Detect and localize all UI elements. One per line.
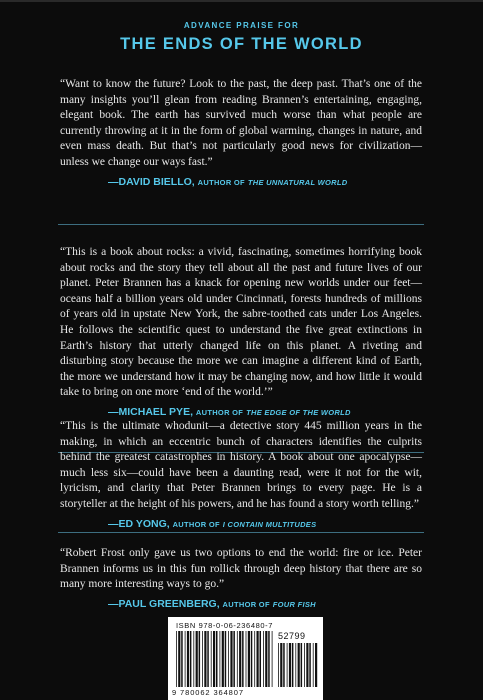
barcode-bar (246, 631, 247, 687)
top-edge (0, 0, 483, 2)
praise-header (0, 20, 483, 55)
barcode-bar (207, 631, 209, 687)
blurb-author: —PAUL GREENBERG, (108, 597, 220, 610)
blurb-greenberg (60, 546, 422, 612)
barcode-bar (287, 643, 288, 687)
barcode-bar (185, 631, 186, 687)
price-code: 52799 (278, 631, 306, 641)
barcode-bar (190, 631, 192, 687)
barcode-bar (268, 631, 270, 687)
barcode-bar (306, 643, 308, 687)
blurb-quote: “This is a book about rocks: a vivid, fascinating, sometimes horrifying book about rocks and the story they tell about all the past and future lives of our planet. Peter Brannen has a knack for opening new worlds under our feet—oceans half a billion years old under Cincinnati, forests hundreds of millions of years old in upstate New York, the sabre-toothed cats under Los Angeles. He follows the scientific quest to understand the five great extinctions in Earth’s history that utterly changed life on this planet. A riveting and disturbing story because the more we can imagine a different kind of Earth, the more we understand how it may be changing now, and how little it would take to bring on one more ‘end of the world.’” (60, 246, 422, 399)
barcode-bar (220, 631, 221, 687)
barcode-bar (260, 631, 262, 687)
barcode-bar (265, 631, 267, 687)
isbn-label: ISBN 978-0-06-236480-7 (176, 621, 274, 630)
barcode-bar (228, 631, 229, 687)
blurb-author: —ED YONG, (108, 517, 170, 530)
blurb-book: THE EDGE OF THE WORLD (246, 407, 351, 417)
blurb-author: —DAVID BIELLO, (108, 175, 195, 188)
barcode-bar (178, 631, 180, 687)
blurb-author-of: AUTHOR OF (172, 519, 220, 529)
barcode-bar (225, 631, 227, 687)
barcode-bar (283, 643, 285, 687)
barcode-bar (289, 643, 291, 687)
barcode-bar (295, 643, 296, 687)
barcode-bar (239, 631, 241, 687)
barcode-digits: 9 780062 364807 (172, 688, 244, 697)
barcode-bar (257, 631, 259, 687)
barcode-bar (193, 631, 194, 687)
barcode-bar (301, 643, 303, 687)
barcode-bar (181, 631, 183, 687)
barcode-bars-main (176, 631, 274, 687)
barcode-bar (222, 631, 224, 687)
barcode-bar (298, 643, 300, 687)
blurb-book: THE UNNATURAL WORLD (247, 177, 348, 187)
blurb-author: —MICHAEL PYE, (108, 405, 193, 418)
barcode-bar (251, 631, 253, 687)
blurb-attribution (60, 405, 422, 420)
barcode-bar (278, 643, 279, 687)
section-divider (58, 224, 424, 225)
barcode-bar (204, 631, 206, 687)
blurb-quote: “Robert Frost only gave us two options to end the world: fire or ice. Peter Brannen informs us in this fun rollick through deep history that there are so many more interesting ways to go.” (60, 547, 422, 591)
barcode-bar (187, 631, 189, 687)
barcode-bar (230, 631, 232, 687)
barcode-bar (199, 631, 201, 687)
barcode-bar (263, 631, 264, 687)
isbn-barcode (168, 617, 323, 700)
blurb-author-of: AUTHOR OF (222, 599, 270, 609)
barcode-bar (176, 631, 177, 687)
blurb-book: FOUR FISH (272, 599, 316, 609)
barcode-bar (211, 631, 212, 687)
blurb-attribution (60, 597, 422, 612)
barcode-bar (216, 631, 218, 687)
barcode-bar (242, 631, 244, 687)
blurb-quote: “This is the ultimate whodunit—a detective story 445 million years in the making, in which an eccentric bunch of characters identifies the culprits behind the greatest catastrophes in history. A book about one apocalypse—much less six—could have been a daunting read, were it not for the wit, lyricism, and clarity that Peter Brannen brings to every page. He is a storyteller at the height of his powers, and he has found a story worth telling.” (60, 420, 422, 510)
barcode-bar (309, 643, 311, 687)
barcode-bar (202, 631, 203, 687)
praise-kicker: ADVANCE PRAISE FOR (183, 21, 300, 30)
barcode-bars-addon (278, 643, 318, 687)
blurb-pye (60, 245, 422, 420)
blurb-book: I CONTAIN MULTITUDES (222, 519, 317, 529)
barcode-bar (315, 643, 317, 687)
barcode-bar (292, 643, 294, 687)
blurb-attribution (60, 175, 422, 190)
blurb-yong (60, 419, 422, 532)
barcode-bar (233, 631, 235, 687)
barcode-bar (313, 643, 314, 687)
barcode-bar (272, 631, 273, 687)
barcode-bar (248, 631, 250, 687)
book-title: THE ENDS OF THE WORLD (120, 35, 363, 53)
blurb-author-of: AUTHOR OF (195, 407, 244, 417)
barcode-bar (213, 631, 215, 687)
barcode-bar (254, 631, 255, 687)
barcode-bar (237, 631, 238, 687)
barcode-bar (196, 631, 198, 687)
barcode-bar (280, 643, 282, 687)
section-divider (58, 532, 424, 533)
blurb-author-of: AUTHOR OF (197, 177, 245, 187)
blurb-attribution (60, 517, 422, 532)
blurb-quote: “Want to know the future? Look to the past, the deep past. That’s one of the many insights you’ll glean from reading Brannen’s entertaining, engaging, elegant book. The earth has survived much worse than what people are currently throwing at it in the form of global warming, changes in nature, and even mass death. But that’s not particularly good news for civilization—unless we change our ways fast.” (60, 78, 422, 168)
blurb-biello (60, 77, 422, 190)
barcode-bar (304, 643, 305, 687)
